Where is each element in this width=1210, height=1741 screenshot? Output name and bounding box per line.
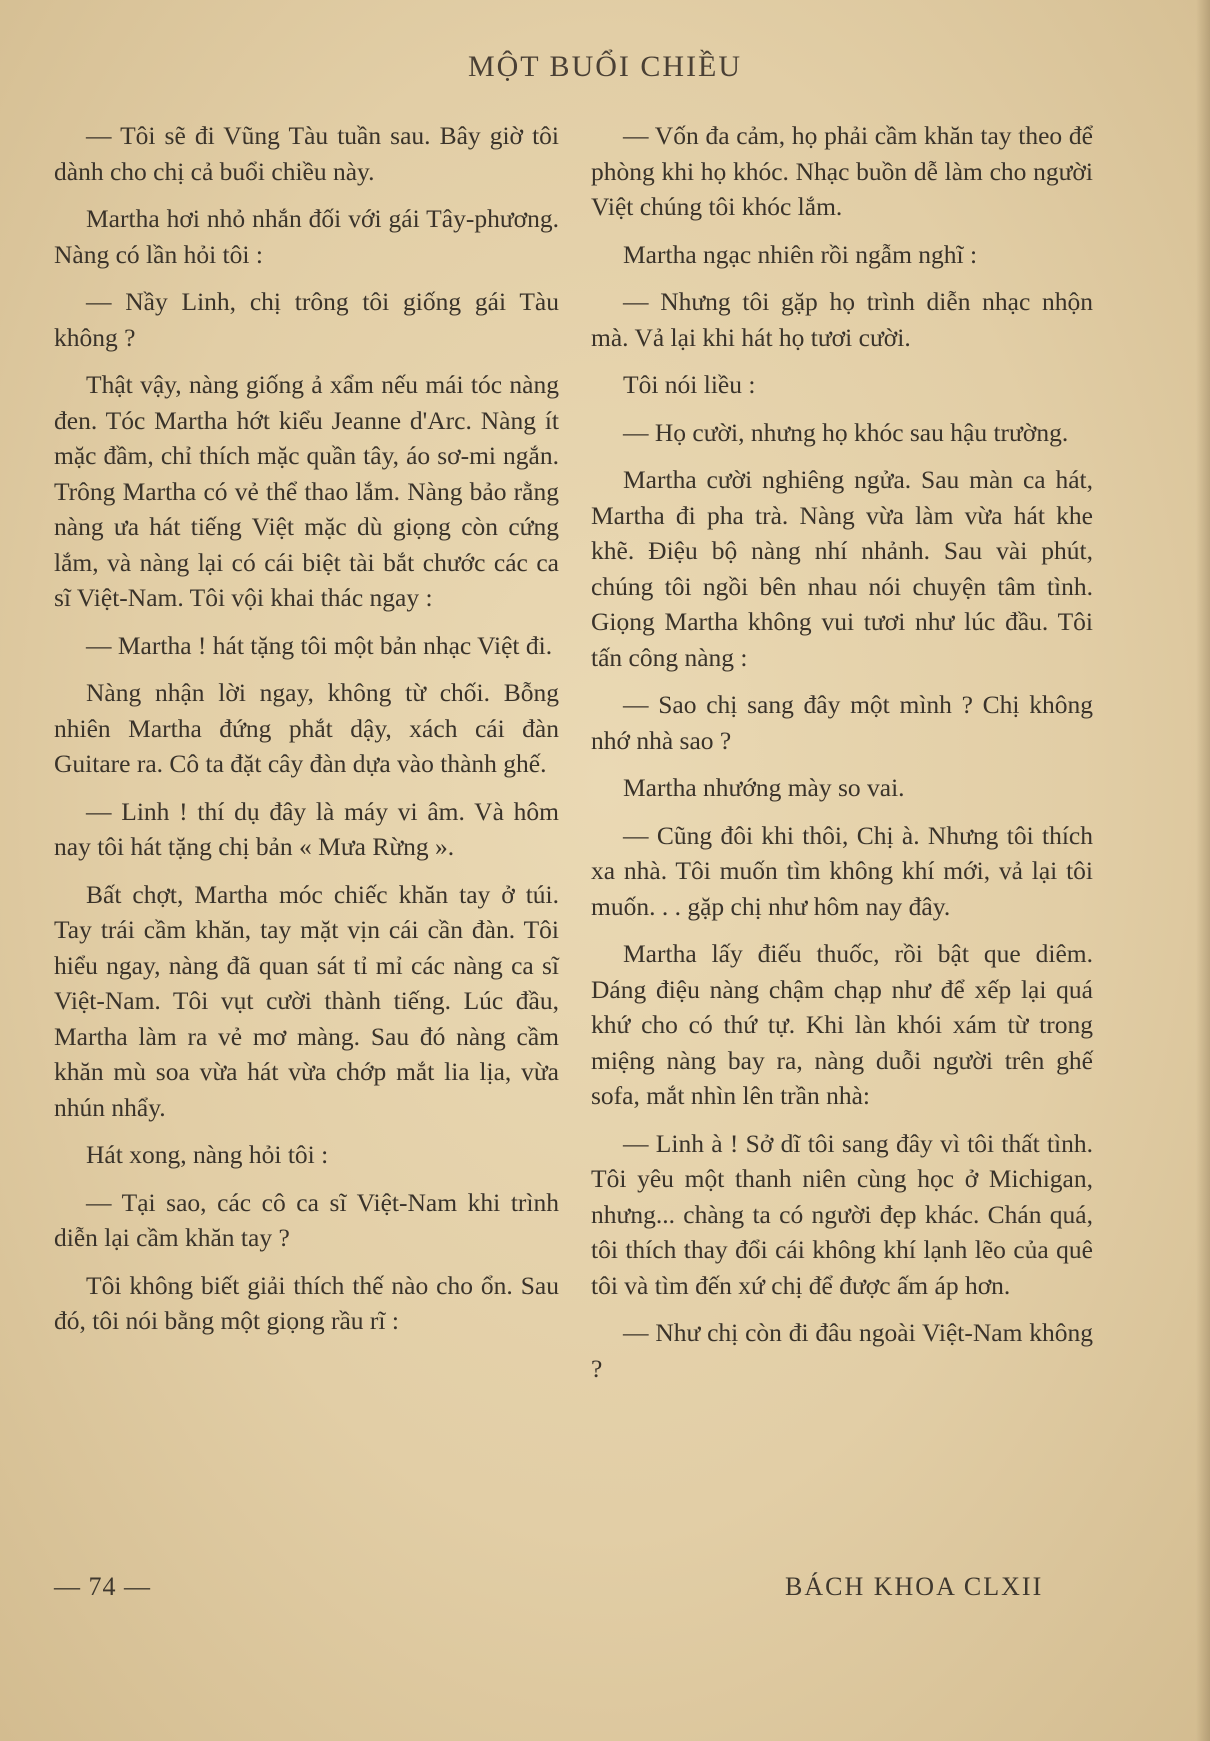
paragraph: Hát xong, nàng hỏi tôi : [86,1140,329,1169]
paragraph: — Tại sao, các cô ca sĩ Việt-Nam khi trình diễn lại cầm khăn tay ? [54,1187,559,1252]
left-column [54,118,559,1351]
paragraph: — Linh à ! Sở dĩ tôi sang đây vì tôi thất tình. Tôi yêu một thanh niên cùng học ở Michigan, nhưng... chàng ta có người đẹp khác. Chán quá, tôi thích thay đổi cái không khí lạnh lẽo của quê tôi và tìm đến xứ chị để được ấm áp hơn. [591,1128,1093,1300]
paragraph: — Cũng đôi khi thôi, Chị à. Nhưng tôi thích xa nhà. Tôi muốn tìm không khí mới, vả lại tôi muốn. . . gặp chị như hôm nay đây. [591,820,1093,921]
paragraph: Martha lấy điếu thuốc, rồi bật que diêm. Dáng điệu nàng chậm chạp như để xếp lại quá khứ cho có thứ tự. Khi làn khói xám từ trong miệng nàng bay ra, nàng duỗi người trên ghế sofa, mắt nhìn lên trần nhà: [591,939,1093,1110]
paragraph: Nàng nhận lời ngay, không từ chối. Bỗng nhiên Martha đứng phắt dậy, xách cái đàn Guitare ra. Cô ta đặt cây đàn dựa vào thành ghế. [54,678,559,778]
paragraph: Tôi nói liều : [623,370,756,399]
right-column [591,118,1093,1398]
paragraph: — Tôi sẽ đi Vũng Tàu tuần sau. Bây giờ tôi dành cho chị cả buổi chiều này. [54,121,559,186]
paragraph: — Sao chị sang đây một mình ? Chị không nhớ nhà sao ? [591,690,1093,755]
page-title: MỘT BUỔI CHIỀU [467,50,743,83]
paragraph: — Martha ! hát tặng tôi một bản nhạc Việt đi. [86,630,553,660]
publication-name: BÁCH KHOA CLXII [785,1572,1044,1601]
paragraph: — Nhưng tôi gặp họ trình diễn nhạc nhộn mà. Vả lại khi hát họ tươi cười. [591,287,1093,352]
paragraph: Bất chợt, Martha móc chiếc khăn tay ở túi. Tay trái cầm khăn, tay mặt vịn cái cần đàn. Tôi hiểu ngay, nàng đã quan sát tỉ mỉ các nàng ca sĩ Việt-Nam. Tôi vụt cười thành tiếng. Lúc đầu, Martha làm ra vẻ mơ màng. Sau đó nàng cầm khăn mù soa vừa hát vừa chớp mắt lia lịa, vừa nhún nhẩy. [54,879,559,1122]
paragraph: Martha cười nghiêng ngửa. Sau màn ca hát, Martha đi pha trà. Nàng vừa làm vừa hát khe khẽ. Điệu bộ nàng nhí nhảnh. Sau vài phút, chúng tôi ngồi bên nhau nói chuyện tâm tình. Giọng Martha không vui tươi như lúc đầu. Tôi tấn công nàng : [591,465,1093,672]
page-edge-shadow [1196,0,1210,1741]
paragraph: Martha hơi nhỏ nhắn đối với gái Tây-phương. Nàng có lần hỏi tôi : [54,204,559,269]
paragraph: Thật vậy, nàng giống ả xẩm nếu mái tóc nàng đen. Tóc Martha hớt kiểu Jeanne d'Arc. Nàng ít mặc đầm, chỉ thích mặc quần tây, áo sơ-mi ngắn. Trông Martha có vẻ thể thao lắm. Nàng bảo rằng nàng ưa hát tiếng Việt mặc dù giọng còn cứng lắm, và nàng lại có cái biệt tài bắt chước các ca sĩ Việt-Nam. Tôi vội khai thác ngay : [54,370,559,612]
paragraph: — Nầy Linh, chị trông tôi giống gái Tàu không ? [54,287,559,352]
paragraph: — Như chị còn đi đâu ngoài Việt-Nam không ? [591,1318,1093,1383]
paragraph: Tôi không biết giải thích thế nào cho ổn. Sau đó, tôi nói bằng một giọng rầu rĩ : [54,1270,559,1335]
paragraph: Martha nhướng mày so vai. [623,773,905,802]
paragraph: Martha ngạc nhiên rồi ngẫm nghĩ : [623,239,978,269]
page-number: — 74 — [54,1572,151,1601]
paragraph: — Họ cười, nhưng họ khóc sau hậu trường. [623,417,1069,447]
paragraph: — Vốn đa cảm, họ phải cầm khăn tay theo để phòng khi họ khóc. Nhạc buồn dễ làm cho người Việt chúng tôi khóc lắm. [591,121,1093,221]
paragraph: — Linh ! thí dụ đây là máy vi âm. Và hôm nay tôi hát tặng chị bản « Mưa Rừng ». [54,796,559,861]
